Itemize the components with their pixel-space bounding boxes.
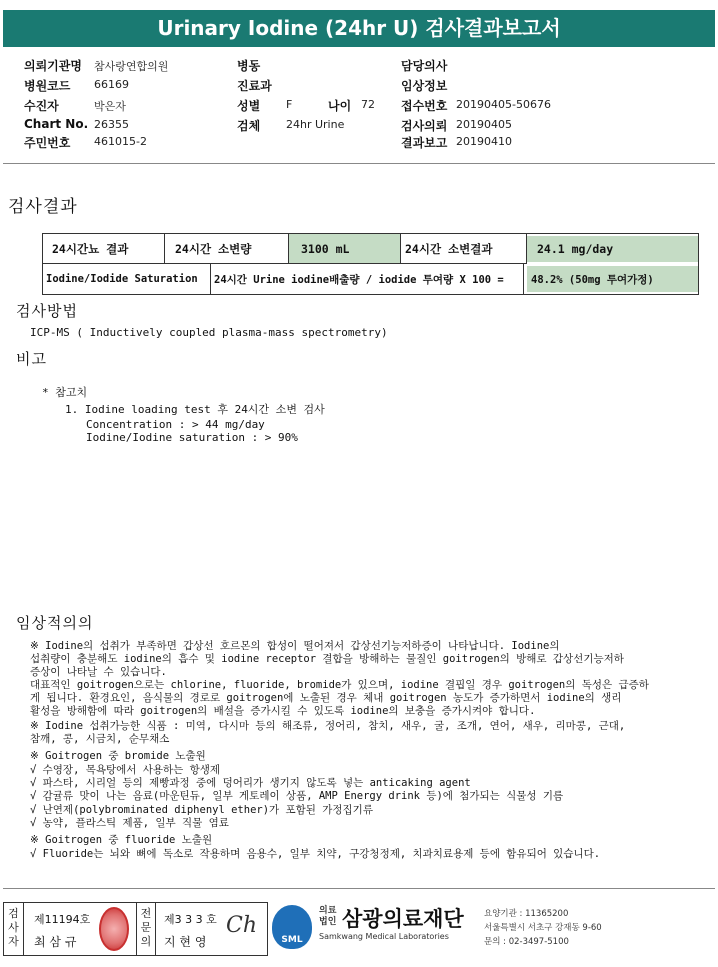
examiner-license: 제11194호	[34, 913, 91, 926]
institution-value: 참사랑연합의원	[94, 60, 169, 73]
logo-line1: 요양기관 : 11365200	[484, 909, 569, 919]
clinical-note-line: 참깨, 콩, 시금치, 순무채소	[30, 733, 170, 745]
chart-label: Chart No.	[24, 117, 89, 131]
reference-title: * 참고치	[42, 386, 88, 399]
clinical-note-line: √ 농약, 플라스틱 제품, 일부 직물 염료	[30, 817, 229, 829]
id-label: 주민번호	[24, 136, 71, 150]
age-label: 나이	[328, 99, 352, 113]
hospital-code-label: 병원코드	[24, 79, 71, 93]
clinical-note-line: 증상이 나타날 수 있습니다.	[30, 666, 167, 678]
clinical-note-line: √ 수영장, 목욕탕에서 사용하는 항생제	[30, 764, 221, 776]
clinical-note-line: ※ Goitrogen 중 bromide 노출원	[30, 750, 206, 762]
signature: Ch	[226, 913, 258, 938]
logo-prefix: 의료 법인	[319, 906, 337, 927]
request-value: 20190405	[456, 118, 512, 131]
logo-english: Samkwang Medical Laboratories	[319, 932, 449, 941]
examiner-name: 최 삼 규	[34, 935, 77, 949]
method-text: ICP-MS ( Inductively coupled plasma-mass spectrometry)	[30, 326, 388, 339]
divider	[3, 163, 715, 164]
clinical-note-line: √ Fluoride는 뇌와 뼈에 독소로 작용하며 음용수, 일부 치약, 구강청정제, 치과치료용제 등에 함유되어 있습니다.	[30, 848, 601, 860]
clinical-note-line: ※ Goitrogen 중 fluoride 노출원	[30, 834, 213, 846]
table-cell: 24시간 소변결과	[401, 234, 527, 264]
id-value: 461015-2	[94, 135, 147, 148]
clinical-note-line: √ 파스타, 시리얼 등의 제빵과정 중에 덩어리가 생기지 않도록 넣는 anticaking agent	[30, 777, 471, 789]
clinical-note-line: ※ Iodine의 섭취가 부족하면 갑상선 호르몬의 합성이 떨어져서 갑상선기능저하증이 나타납니다. Iodine의	[30, 640, 560, 652]
clinical-note-line: ※ Iodine 섭취가능한 식품 : 미역, 다시마 등의 해조류, 정어리, 참치, 새우, 굴, 조개, 연어, 새우, 리마콩, 근대,	[30, 720, 626, 732]
receipt-label: 접수번호	[401, 99, 448, 113]
urine-volume-value: 3100 mL	[289, 234, 401, 264]
chart-value: 26355	[94, 118, 129, 131]
seal-stamp	[99, 907, 129, 951]
specimen-value: 24hr Urine	[286, 118, 345, 131]
clinical-note-line: 게 됩니다. 환경요인, 음식물의 경로로 goitrogen에 노출된 경우 체내 goitrogen 농도가 증가하면서 iodine의 생리	[30, 692, 622, 704]
examiner-label: 검사자	[4, 903, 24, 955]
ward-label: 병동	[237, 59, 261, 73]
institution-label: 의뢰기관명	[24, 59, 82, 73]
clinical-note-line: 활성을 방해함에 따라 goitrogen의 배설을 증가시킬 수 있도록 iodine의 보충을 증가시켜야 합니다.	[30, 705, 536, 717]
report-date-value: 20190410	[456, 135, 512, 148]
table-cell: Iodine/Iodide Saturation	[43, 264, 211, 294]
report-date-label: 결과보고	[401, 136, 448, 150]
specialist-name: 지 현 영	[164, 935, 207, 949]
divider	[3, 888, 715, 889]
signature-box	[3, 902, 268, 956]
saturation-value: 48.2% (50mg 투여가정)	[527, 266, 698, 292]
reference-concentration: Concentration : > 44 mg/day	[86, 418, 265, 431]
dept-label: 진료과	[237, 79, 272, 93]
sex-label: 성별	[237, 99, 261, 113]
request-label: 검사의뢰	[401, 119, 448, 133]
urine-result-value: 24.1 mg/day	[527, 236, 698, 262]
age-value: 72	[361, 98, 375, 111]
reference-item: 1. Iodine loading test 후 24시간 소변 검사	[65, 403, 325, 416]
logo-name: 삼광의료재단	[342, 907, 464, 931]
table-cell: 24시간뇨 결과	[43, 234, 165, 264]
logo-line3: 문의 : 02-3497-5100	[484, 937, 569, 947]
receipt-value: 20190405-50676	[456, 98, 551, 111]
clinical-note-line: √ 감귤류 맛이 나는 음료(마운틴듀, 일부 게토레이 상품, AMP Energy drink 등)에 첨가되는 식물성 기름	[30, 790, 564, 802]
hospital-code-value: 66169	[94, 78, 129, 91]
table-cell: 24시간 소변량	[165, 234, 289, 264]
clinical-note-line: 대표적인 goitrogen으로는 chlorine, fluoride, bromide가 있으며, iodine 결핍일 경우 goitrogen의 독성은 급증하	[30, 679, 649, 691]
clinical-note-line: 섭취량이 충분해도 iodine의 흡수 및 iodine receptor 결합을 방해하는 물질인 goitrogen의 방해로 갑상선기능저하	[30, 653, 624, 665]
clinical-note-line: √ 난연제(polybrominated diphenyl ether)가 포함된 가정집기류	[30, 804, 373, 816]
logo-line2: 서울특별시 서초구 강재동 9-60	[484, 923, 602, 933]
specialist-license: 제3 3 3 호	[164, 913, 217, 926]
patient-value: 박은자	[94, 100, 126, 113]
results-table	[42, 233, 699, 295]
method-title: 검사방법	[16, 302, 78, 320]
specimen-label: 검체	[237, 119, 261, 133]
report-title: Urinary Iodine (24hr U) 검사결과보고서	[3, 10, 715, 47]
results-title: 검사결과	[8, 197, 78, 217]
clinical-title: 임상적의의	[16, 614, 94, 632]
patient-label: 수진자	[24, 99, 59, 113]
table-cell: 24시간 Urine iodine배출량 / iodide 투여량 X 100 =	[211, 264, 524, 294]
specialist-label: 전문의	[136, 903, 156, 955]
reference-saturation: Iodine/Iodine saturation : > 90%	[86, 431, 298, 444]
clinical-info-label: 임상정보	[401, 79, 448, 93]
doctor-label: 담당의사	[401, 59, 448, 73]
sex-value: F	[286, 98, 293, 111]
remark-title: 비고	[16, 350, 47, 368]
sml-logo-icon: SML	[272, 905, 312, 949]
